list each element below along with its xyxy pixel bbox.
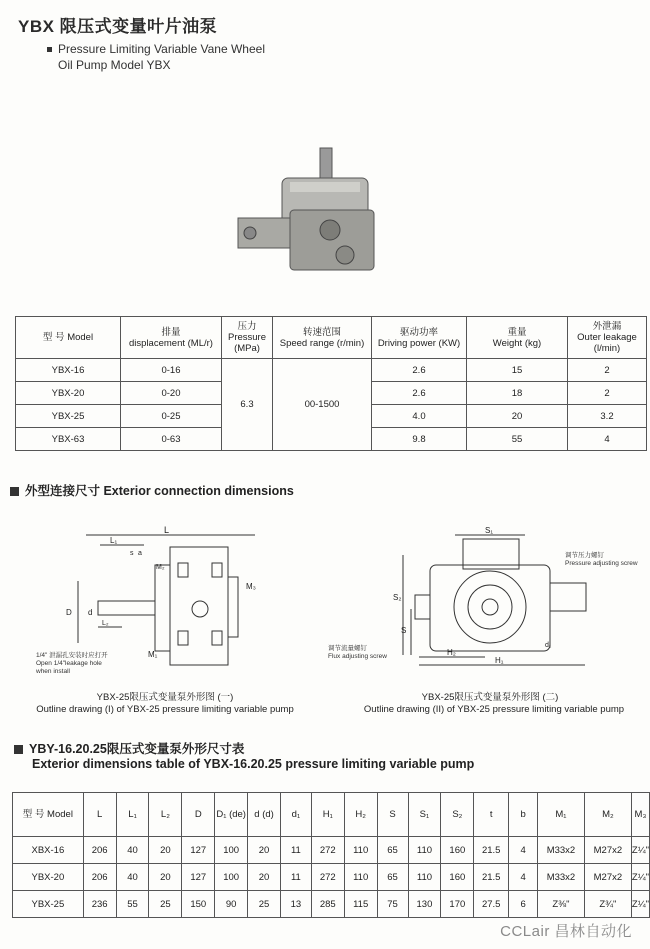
section-bullet-icon xyxy=(14,745,23,754)
dims-cell: 160 xyxy=(441,864,474,891)
watermark: CCLair 昌林自动化 xyxy=(500,923,632,940)
dims-cell: 21.5 xyxy=(474,837,509,864)
spec-table xyxy=(15,316,647,451)
dims-cell: 4 xyxy=(509,837,538,864)
spec-cell-weight: 20 xyxy=(467,405,568,428)
dims-cell: 206 xyxy=(83,864,116,891)
dims-header-cell: d (d) xyxy=(248,793,281,837)
spec-header-displacement: 排量 displacement (ML/r) xyxy=(121,317,222,359)
dim-label-M1: M₁ xyxy=(148,650,158,659)
dims-cell: 160 xyxy=(441,837,474,864)
subtitle-line-2: Oil Pump Model YBX xyxy=(58,58,171,72)
dims-cell: 20 xyxy=(248,837,281,864)
pressure-screw-en: Pressure adjusting screw xyxy=(565,560,638,567)
dim-label-L: L xyxy=(164,525,170,535)
spec-cell-model: YBX-20 xyxy=(16,382,121,405)
spec-cell-leakage: 4 xyxy=(568,428,647,451)
dims-header-cell: d₁ xyxy=(280,793,311,837)
subtitle-line-1: Pressure Limiting Variable Vane Wheel xyxy=(58,42,265,56)
spec-header-leakage: 外泄漏 Outer leakage (l/min) xyxy=(568,317,647,359)
dims-cell: 55 xyxy=(116,891,149,918)
dims-cell: 6 xyxy=(509,891,538,918)
spec-cell-displacement: 0-63 xyxy=(121,428,222,451)
flux-screw-cn: 调节流量螺钉 xyxy=(328,645,367,652)
pressure-screw-cn: 调节压力螺钉 xyxy=(565,552,604,559)
dims-header-cell: t xyxy=(474,793,509,837)
dim-label-a: a xyxy=(138,550,142,557)
dim-label-M3: M₃ xyxy=(246,582,256,591)
spec-cell-power: 9.8 xyxy=(372,428,467,451)
section-bullet-icon xyxy=(10,487,19,496)
dims-cell: 90 xyxy=(215,891,248,918)
drawing-2-caption-en: Outline drawing (II) of YBX-25 pressure limiting variable pump xyxy=(363,704,625,715)
spec-cell-displacement: 0-20 xyxy=(121,382,222,405)
dims-cell: 25 xyxy=(149,891,182,918)
dims-cell: XBX-16 xyxy=(13,837,84,864)
leakage-note xyxy=(36,652,116,676)
drawing-1-caption-en: Outline drawing (I) of YBX-25 pressure limiting variable pump xyxy=(36,704,294,715)
pump-photo xyxy=(220,140,390,280)
dims-header-cell: D₁ (de) xyxy=(215,793,248,837)
spec-cell-model: YBX-25 xyxy=(16,405,121,428)
section-title-dims-en: Exterior dimensions table of YBX-16.20.25 pressure limiting variable pump xyxy=(32,757,475,771)
dims-header-cell: L xyxy=(83,793,116,837)
dim-label-S1: S₁ xyxy=(485,526,494,535)
spec-cell-power: 2.6 xyxy=(372,382,467,405)
dims-header-cell: S₂ xyxy=(441,793,474,837)
dim-label-H1: H₁ xyxy=(495,656,504,665)
dims-cell: 100 xyxy=(215,864,248,891)
dims-cell: 75 xyxy=(377,891,408,918)
dims-cell: 4 xyxy=(509,864,538,891)
dim-label-L2: L₂ xyxy=(102,620,109,627)
dims-header-cell: H₂ xyxy=(344,793,377,837)
dim-label-d: d xyxy=(88,608,93,617)
section-title-cn: YBY-16.20.25限压式变量泵外形尺寸表 xyxy=(29,742,245,756)
dims-header-cell: D xyxy=(182,793,215,837)
dims-header-cell: S xyxy=(377,793,408,837)
dims-cell: Z¾" xyxy=(584,891,631,918)
bullet-icon xyxy=(47,47,52,52)
spec-cell-leakage: 2 xyxy=(568,359,647,382)
spec-cell-power: 4.0 xyxy=(372,405,467,428)
dims-cell: M27x2 xyxy=(584,864,631,891)
dims-cell: 285 xyxy=(311,891,344,918)
dims-cell: 40 xyxy=(116,864,149,891)
table-row xyxy=(13,891,650,918)
table-row xyxy=(16,359,647,382)
spec-header-model: 型 号 Model xyxy=(16,317,121,359)
dims-cell: 272 xyxy=(311,864,344,891)
dims-cell: 110 xyxy=(344,864,377,891)
leakage-note-cn: 1/4" 泄漏孔安装时应打开 xyxy=(36,652,108,659)
pressure-screw-label xyxy=(565,552,638,568)
dims-cell: 11 xyxy=(280,864,311,891)
spec-header-speed: 转速范围 Speed range (r/min) xyxy=(273,317,372,359)
dims-cell: 110 xyxy=(408,837,441,864)
dims-cell: 100 xyxy=(215,837,248,864)
section-title-exterior xyxy=(10,481,294,499)
dims-cell: 272 xyxy=(311,837,344,864)
drawing-1-caption-cn: YBX-25限压式变量泵外形图 (一) xyxy=(96,692,234,703)
dims-cell: 236 xyxy=(83,891,116,918)
dims-cell: 25 xyxy=(248,891,281,918)
dims-header-cell: H₁ xyxy=(311,793,344,837)
dims-header-cell: 型 号 Model xyxy=(13,793,84,837)
dims-header-cell: M₂ xyxy=(584,793,631,837)
dims-cell: 13 xyxy=(280,891,311,918)
dims-cell: 127 xyxy=(182,864,215,891)
spec-cell-weight: 15 xyxy=(467,359,568,382)
dims-cell: Z¼" xyxy=(631,864,649,891)
dims-cell: M33x2 xyxy=(538,864,585,891)
dims-cell: YBX-20 xyxy=(13,864,84,891)
dims-header-cell: M₁ xyxy=(538,793,585,837)
dims-header-cell: L₂ xyxy=(149,793,182,837)
section-title-text: 外型连接尺寸 Exterior connection dimensions xyxy=(25,484,294,498)
flux-screw-en: Flux adjusting screw xyxy=(328,653,387,660)
spec-cell-displacement: 0-25 xyxy=(121,405,222,428)
spec-header-weight: 重量 Weight (kg) xyxy=(467,317,568,359)
spec-cell-leakage: 3.2 xyxy=(568,405,647,428)
spec-cell-pressure: 6.3 xyxy=(222,359,273,451)
dims-cell: 110 xyxy=(408,864,441,891)
dims-header-row xyxy=(13,793,650,837)
dims-cell: 170 xyxy=(441,891,474,918)
dims-cell: 20 xyxy=(149,837,182,864)
dims-cell: 20 xyxy=(149,864,182,891)
dims-cell: M27x2 xyxy=(584,837,631,864)
spec-header-pressure: 压力 Pressure (MPa) xyxy=(222,317,273,359)
spec-cell-speed: 00-1500 xyxy=(273,359,372,451)
dims-cell: 110 xyxy=(344,837,377,864)
page-title: YBX 限压式变量叶片油泵 xyxy=(18,17,218,36)
spec-cell-weight: 18 xyxy=(467,382,568,405)
table-row xyxy=(13,864,650,891)
dims-header-cell: b xyxy=(509,793,538,837)
dim-label-S: S xyxy=(401,626,407,635)
flux-screw-label xyxy=(328,645,387,661)
dims-cell: 206 xyxy=(83,837,116,864)
dims-cell: 27.5 xyxy=(474,891,509,918)
spec-cell-model: YBX-63 xyxy=(16,428,121,451)
dims-table xyxy=(12,792,650,918)
dims-cell: 150 xyxy=(182,891,215,918)
drawing-2-caption-cn: YBX-25限压式变量泵外形图 (二) xyxy=(421,692,559,703)
dim-label-D: D xyxy=(66,608,72,617)
dims-cell: 21.5 xyxy=(474,864,509,891)
dims-cell: Z¼" xyxy=(631,891,649,918)
dims-cell: Z⅜" xyxy=(538,891,585,918)
spec-cell-displacement: 0-16 xyxy=(121,359,222,382)
outline-drawing-2 xyxy=(385,525,600,675)
dims-cell: 115 xyxy=(344,891,377,918)
spec-cell-model: YBX-16 xyxy=(16,359,121,382)
dims-cell: 20 xyxy=(248,864,281,891)
dim-label-s: s xyxy=(130,550,134,557)
spec-cell-power: 2.6 xyxy=(372,359,467,382)
section-title-dims xyxy=(14,739,244,757)
dim-label-M2: M₂ xyxy=(156,564,165,571)
dims-header-cell: S₁ xyxy=(408,793,441,837)
spec-header-power: 驱动功率 Driving power (KW) xyxy=(372,317,467,359)
dims-cell: Z¼" xyxy=(631,837,649,864)
dims-cell: M33x2 xyxy=(538,837,585,864)
leakage-note-en: Open 1/4"leakage hole when install xyxy=(36,660,102,675)
dims-cell: 40 xyxy=(116,837,149,864)
dim-label-S2: S₂ xyxy=(393,593,402,602)
dims-header-cell: L₁ xyxy=(116,793,149,837)
spec-cell-leakage: 2 xyxy=(568,382,647,405)
spec-cell-weight: 55 xyxy=(467,428,568,451)
dims-cell: YBX-25 xyxy=(13,891,84,918)
dims-cell: 65 xyxy=(377,864,408,891)
dims-cell: 65 xyxy=(377,837,408,864)
table-row xyxy=(13,837,650,864)
dim-label-L1: L₁ xyxy=(110,536,118,545)
dims-cell: 130 xyxy=(408,891,441,918)
dims-cell: 11 xyxy=(280,837,311,864)
dims-header-cell: M₃ xyxy=(631,793,649,837)
spec-header-row xyxy=(16,317,647,359)
dim-label-H2: H₂ xyxy=(447,648,456,657)
dim-label-d1: d₁ xyxy=(545,642,552,649)
dims-cell: 127 xyxy=(182,837,215,864)
